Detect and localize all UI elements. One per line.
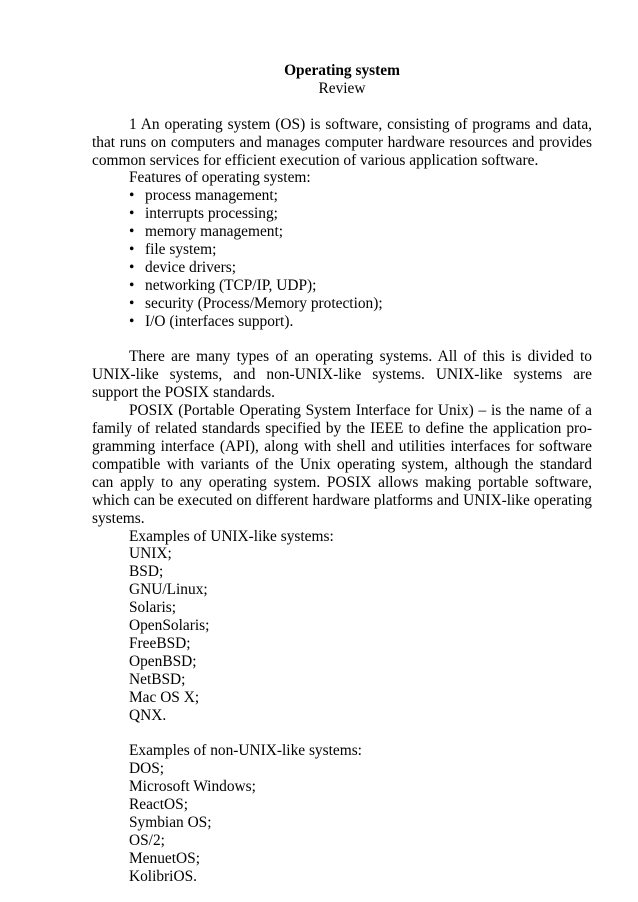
features-list — [92, 187, 592, 330]
spacer — [92, 725, 592, 743]
list-item: MenuetOS; — [129, 849, 200, 867]
document-title: Operating system — [284, 62, 400, 79]
list-item: • process management; — [129, 187, 278, 205]
list-item: • interrupts processing; — [129, 205, 278, 223]
list-item: Solaris; — [129, 599, 177, 617]
list-item: UNIX; — [129, 545, 172, 563]
list-item: NetBSD; — [129, 670, 186, 688]
list-item: • networking (TCP/IP, UDP); — [129, 276, 317, 294]
list-item: OS/2; — [129, 831, 165, 849]
bullet-icon: • — [129, 205, 135, 223]
bullet-icon: • — [129, 241, 135, 259]
list-item: • I/O (interfaces support). — [129, 312, 294, 330]
list-item: OpenSolaris; — [129, 617, 210, 635]
unix-examples-heading: Examples of UNIX-like systems: — [129, 527, 334, 545]
non-unix-examples-heading: Examples of non-UNIX-like systems: — [129, 742, 362, 760]
list-item: ReactOS; — [129, 796, 188, 814]
intro-paragraph: 1 An operating system (OS) is software, consisting of programs and data, that runs on computers and manages computer hardware resources and provides common services for efficient execution of various application software. — [92, 115, 592, 169]
list-item: KolibriOS. — [129, 867, 197, 885]
list-item: Microsoft Windows; — [129, 778, 256, 796]
spacer — [92, 331, 592, 349]
list-item: Symbian OS; — [129, 814, 212, 832]
list-item: • file system; — [129, 241, 217, 259]
list-item: • security (Process/Memory protection); — [129, 294, 383, 312]
list-item: BSD; — [129, 563, 164, 581]
document-page — [92, 62, 592, 886]
document-subtitle: Review — [318, 79, 366, 97]
list-item: QNX. — [129, 706, 167, 724]
features-heading: Features of operating system: — [129, 169, 311, 187]
posix-paragraph: POSIX (Portable Operating System Interface for Unix) – is the name of a family of related standards specified by the IEEE to define the application pro-gramming interface (API), along with shell and utilities interfaces for software compatible with variants of the Unix operating system, although the standard can apply to any operating system. POSIX allows making portable software, which can be executed on different hardware platforms and UNIX-like operating systems. — [92, 402, 592, 527]
bullet-icon: • — [129, 223, 135, 241]
bullet-icon: • — [129, 276, 135, 294]
bullet-icon: • — [129, 187, 135, 205]
list-item: OpenBSD; — [129, 652, 197, 670]
list-item: • device drivers; — [129, 258, 237, 276]
unix-examples-list — [92, 545, 592, 724]
list-item: GNU/Linux; — [129, 581, 208, 599]
list-item: • memory management; — [129, 223, 284, 241]
types-paragraph: There are many types of an operating systems. All of this is divided to UNIX-like systems, and non-UNIX-like systems. UNIX-like systems are support the POSIX standards. — [92, 348, 592, 402]
bullet-icon: • — [129, 294, 135, 312]
bullet-icon: • — [129, 258, 135, 276]
list-item: FreeBSD; — [129, 634, 191, 652]
non-unix-examples-list — [92, 760, 592, 885]
bullet-icon: • — [129, 312, 135, 330]
list-item: DOS; — [129, 760, 165, 778]
list-item: Mac OS X; — [129, 688, 200, 706]
